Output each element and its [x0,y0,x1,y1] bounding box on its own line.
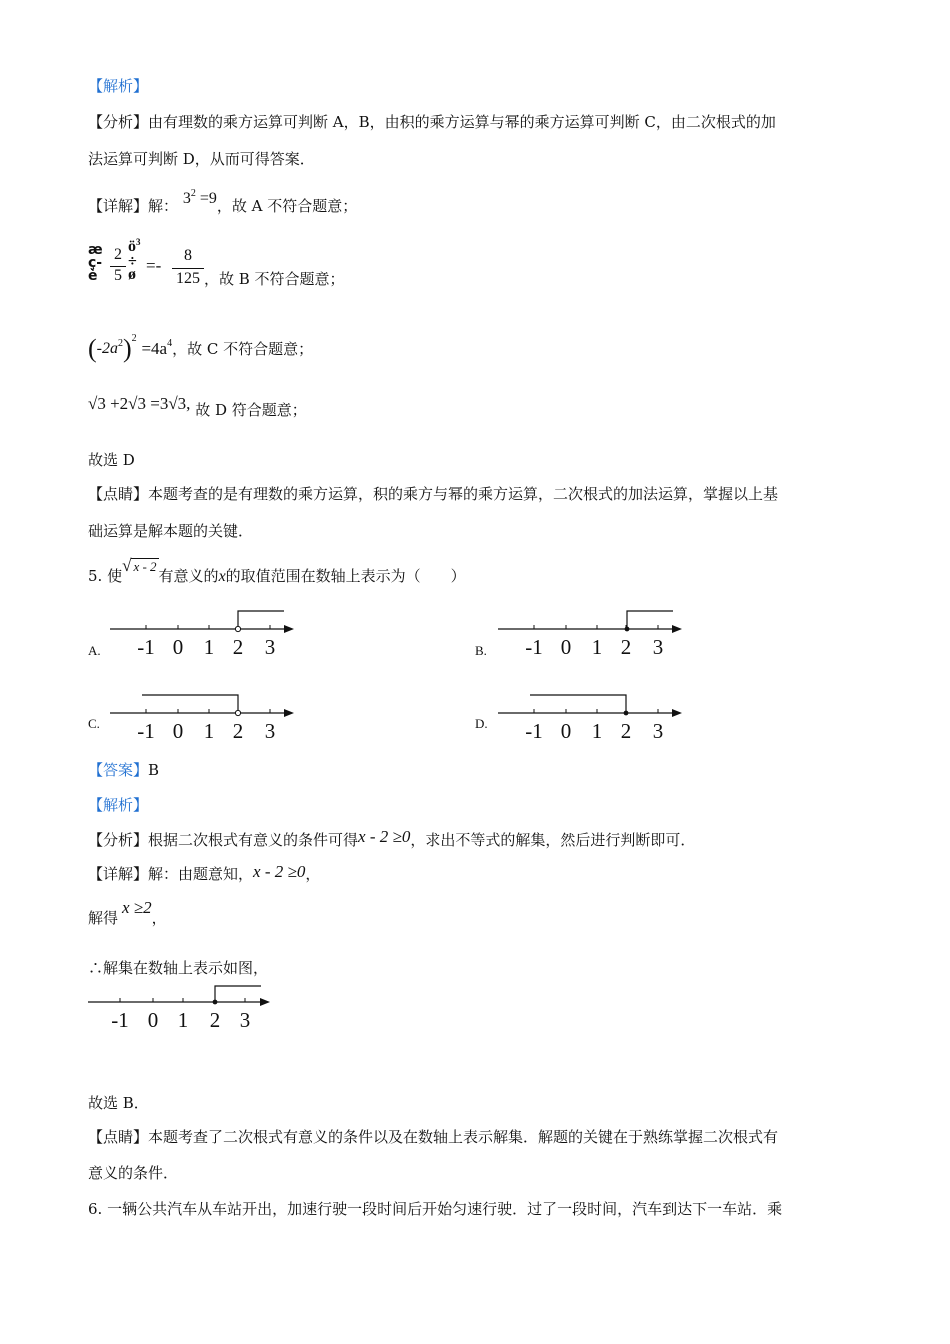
q5-fenxi-expr: x - 2 ≥0 [358,827,411,846]
q4-eq-c-outer-exp: 2 [131,333,137,344]
q4-eq-b-o: ö [128,238,136,255]
option-c-numberline[interactable] [108,688,303,744]
q4-eq-c: $(-2a^2)^2 =4a^4$，故 C 不符合题意； [88,333,314,363]
q5-stem-sqrt: √ x - 2 [122,556,157,575]
q4-eq-b-num: 2 [114,246,122,263]
tick-label: 0 [172,719,184,743]
q4-xiangjie-line [88,188,358,219]
q5-dianjing-label: 【点睛】 [88,1128,149,1146]
tick-label: 3 [652,635,664,659]
q4-eq-b-text: ，故 B 不符合题意； [204,270,345,288]
tick-label: 3 [264,719,276,743]
q4-dianjing-line1 [88,484,778,504]
tick-label: 1 [203,719,215,743]
q4-eq-a-rhs: =9 [199,190,217,207]
tick-label: 2 [232,719,244,743]
tick-label: 2 [209,1008,221,1032]
tick-label: 2 [232,635,244,659]
q4-eq-c-text: ，故 C 不符合题意； [172,340,314,358]
q5-xiangjie-line [88,864,320,884]
q4-xiangjie-label: 【详解】 [88,197,149,215]
q4-eq-b-eq: =- [146,256,162,275]
tick-label: -1 [525,635,543,659]
option-a-numberline[interactable] [108,604,303,660]
q4-dianjing-label: 【点睛】 [88,485,149,503]
q5-stem-sqrt-radicand: x - 2 [133,559,157,574]
tick-label: 1 [591,635,603,659]
q4-fenxi-text1: 由有理数的乘方运算可判断 A，B，由积的乘方运算与幂的乘方运算可判断 C，由二次根式的加 [148,113,776,131]
q4-eq-d-expr: √3 +2√3 =3√3, [88,394,191,413]
q4-eq-d [88,394,307,419]
tick-label: -1 [111,1008,129,1032]
q4-choose: 故选 D [88,451,135,469]
tick-label: 3 [652,719,664,743]
option-b-label[interactable]: B. [475,643,487,658]
q4-eq-a-base: 3 [182,190,191,207]
q5-fenxi-line [88,827,696,850]
tick-labels [525,719,663,743]
q5-stem-mid: 有意义的 [158,567,219,585]
q4-eq-b-fden: 125 [176,270,200,287]
tick-label: 2 [620,635,632,659]
tick-label: -1 [137,719,155,743]
q5-stem-suffix: 的取值范围在数轴上表示为（ ） [225,567,466,585]
q5-answer-line [88,760,159,780]
tick-labels [525,635,663,659]
tick-label: 0 [147,1008,159,1032]
q5-xiangjie-prefix: 解：由题意知， [148,865,254,883]
q4-eq-b-pm: ÷ [128,253,137,270]
tick-label: 0 [560,635,572,659]
q4-fenxi-line2: 法运算可判断 D，从而可得答案． [88,150,315,168]
tick-label: 1 [177,1008,189,1032]
option-b-numberline[interactable] [496,604,691,660]
q4-xiangjie-prefix: 解： [148,197,179,215]
tick-label: 2 [620,719,632,743]
q4-jiexi-heading: 【解析】 [88,77,149,95]
q5-therefore: ∴解集在数轴上表示如图， [88,959,269,977]
q5-dianjing-line1 [88,1127,778,1147]
q5-xiangjie-label: 【详解】 [88,865,149,883]
q5-stem-x: x [218,568,226,585]
q5-answer-value: B [148,761,160,779]
q4-eq-c-rhs-exp: 4 [167,338,173,349]
q4-eq-c-rhs: =4a [141,339,168,358]
q5-jiede-suffix: ， [151,909,167,927]
option-d-numberline[interactable] [496,688,691,744]
q6-stem: 6. 一辆公共汽车从车站开出，加速行驶一段时间后开始匀速行驶．过了一段时间，汽车到达下一车站．乘 [88,1200,783,1218]
q4-eq-b-o2: ø [128,266,136,283]
q4-dianjing-text1: 本题考查的是有理数的乘方运算，积的乘方与幂的乘方运算，二次根式的加法运算，掌握以上基 [148,485,779,503]
q5-stem [88,556,466,587]
tick-labels [137,635,275,659]
q4-eq-b-garble-top: æ [88,242,103,258]
q4-fenxi-label: 【分析】 [88,113,149,131]
q4-eq-a-text: ，故 A 不符合题意； [216,197,358,215]
q5-xiangjie-suffix: ， [305,865,321,883]
option-c-label[interactable]: C. [88,716,100,731]
tick-label: 3 [264,635,276,659]
q4-eq-c-lhs: -2a [96,340,118,357]
q4-dianjing-line2: 础运算是解本题的关键． [88,522,254,540]
q4-eq-b-garble-bot: è [88,268,98,284]
q4-fenxi-line1 [88,112,776,132]
q5-fenxi-prefix: 根据二次根式有意义的条件可得 [148,831,359,849]
q5-fenxi-label: 【分析】 [88,831,149,849]
tick-label: 0 [560,719,572,743]
q5-fenxi-suffix: ，求出不等式的解集，然后进行判断即可． [410,831,696,849]
q4-eq-b-den: 5 [114,267,122,284]
q5-jiede: 解得 [88,909,119,927]
q5-solution-numberline [86,980,281,1036]
tick-label: 3 [239,1008,251,1032]
q5-xiangjie-expr: x - 2 ≥0 [253,862,306,881]
q5-dianjing-text1: 本题考查了二次根式有意义的条件以及在数轴上表示解集．解题的关键在于熟练掌握二次根式有 [148,1128,779,1146]
tick-label: -1 [137,635,155,659]
tick-labels [111,1008,250,1032]
q5-jiede-line [88,898,167,928]
option-a-label[interactable]: A. [88,643,101,658]
q5-choose: 故选 B． [88,1094,149,1112]
q5-answer-label: 【答案】 [88,761,149,779]
q4-eq-b-garble-mid: ç- [88,255,103,271]
q4-eq-c-inner-exp: 2 [118,338,123,349]
q5-jiexi-heading: 【解析】 [88,796,149,814]
q4-eq-a-exp: 2 [190,188,196,199]
q5-stem-prefix: 5. 使 [88,567,123,585]
option-d-label[interactable]: D. [475,716,488,731]
q4-eq-d-text: 故 D 符合题意； [190,401,307,419]
tick-label: 0 [172,635,184,659]
q4-eq-b-fnum: 8 [184,247,192,264]
q4-eq-a [183,190,217,207]
tick-labels [137,719,275,743]
q5-dianjing-line2: 意义的条件． [88,1164,179,1182]
tick-label: -1 [525,719,543,743]
tick-label: 1 [591,719,603,743]
q4-eq-b-exp: 3 [136,237,141,247]
tick-label: 1 [203,635,215,659]
q5-jiede-expr: x ≥2 [122,898,152,917]
